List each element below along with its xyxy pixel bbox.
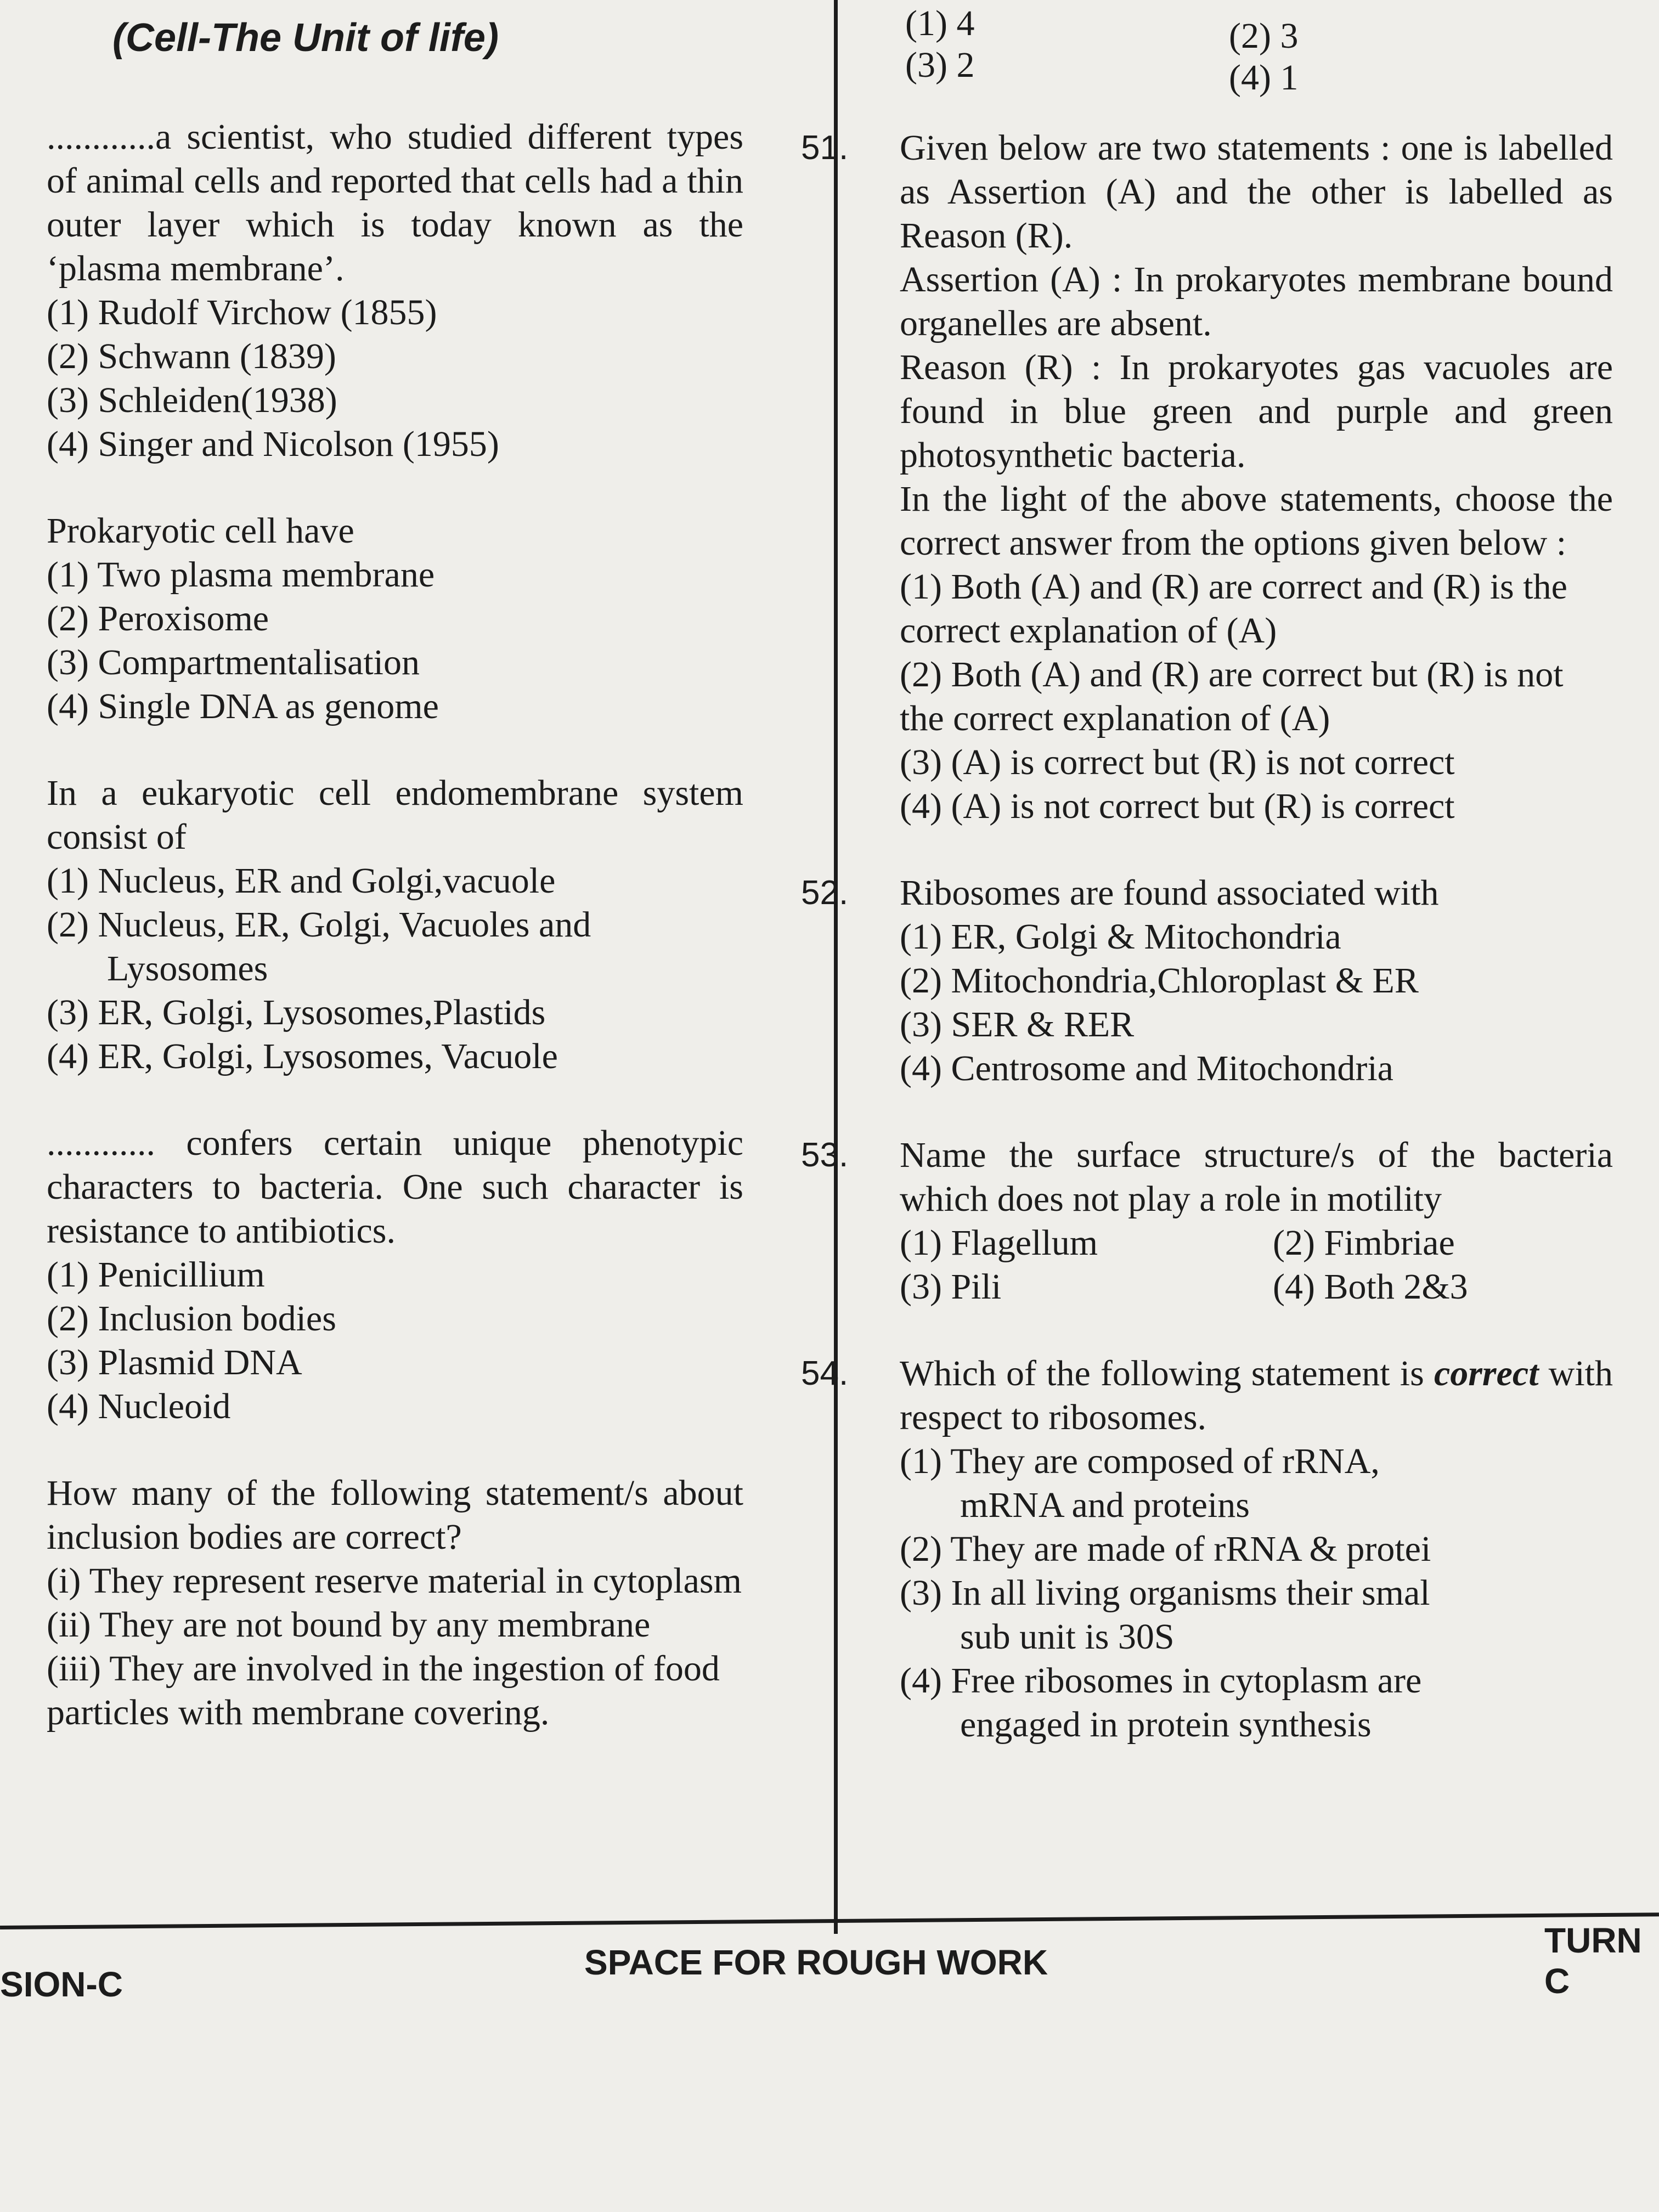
- option: (1) Both (A) and (R) are correct and (R) is the correct explanation of (A): [900, 567, 1567, 651]
- option: (2) 3: [1229, 16, 1299, 56]
- question-53: [801, 1133, 1613, 1309]
- statement: (iii) They are involved in the ingestion of food particles with membrane covering.: [47, 1649, 720, 1733]
- left-column: [47, 115, 743, 1778]
- option: (4) Singer and Nicolson (1955): [47, 424, 499, 464]
- option: (1) They are composed of rRNA,: [900, 1441, 1380, 1481]
- option: (4) (A) is not correct but (R) is correct: [900, 786, 1455, 826]
- option-continuation: engaged in protein synthesis: [960, 1705, 1372, 1745]
- question-stem: In a eukaryotic cell endomembrane system consist of: [47, 773, 743, 857]
- question-inclusion-bodies: [47, 1471, 743, 1735]
- option: (4) Single DNA as genome: [47, 686, 439, 726]
- assertion: Assertion (A) : In prokaryotes membrane bound organelles are absent.: [900, 259, 1613, 343]
- option-continuation: Lysosomes: [107, 949, 268, 989]
- option: (3) Plasmid DNA: [47, 1342, 302, 1383]
- question-endomembrane-system: [47, 771, 743, 1079]
- option: (1) 4: [905, 3, 975, 43]
- question-prokaryotic-cell: [47, 509, 743, 729]
- topic-title: (Cell-The Unit of life): [112, 16, 499, 60]
- question-number: 52.: [801, 874, 849, 912]
- option: (1) Flagellum: [900, 1223, 1098, 1263]
- question-number: 53.: [801, 1136, 849, 1174]
- question-line: Given below are two statements : one is labelled as Assertion (A) and the other is labelled as Reason (R).: [900, 128, 1613, 256]
- question-stem: Name the surface structure/s of the bacteria which does not play a role in motility: [900, 1135, 1613, 1219]
- stem-part: with respect to ribosomes.: [900, 1353, 1613, 1437]
- option-continuation: sub unit is 30S: [960, 1617, 1175, 1657]
- option: (2) Nucleus, ER, Golgi, Vacuoles and: [47, 905, 591, 945]
- question-stem: How many of the following statement/s about inclusion bodies are correct?: [47, 1473, 743, 1557]
- options-grid: [900, 1221, 1613, 1309]
- option: (1) Two plasma membrane: [47, 555, 435, 595]
- statement: (i) They represent reserve material in cytoplasm: [47, 1561, 742, 1601]
- footer-section-label: SION-C: [0, 1965, 123, 2004]
- question-number: 54.: [801, 1355, 849, 1392]
- question-number: 51.: [801, 129, 849, 167]
- option: (3) Schleiden(1938): [47, 380, 337, 420]
- option: (3) SER & RER: [900, 1005, 1135, 1045]
- option: (1) Nucleus, ER and Golgi,vacuole: [47, 861, 556, 901]
- option: (3) (A) is correct but (R) is not correct: [900, 742, 1455, 782]
- option: (4) Free ribosomes in cytoplasm are: [900, 1661, 1422, 1701]
- question-52: [801, 871, 1613, 1091]
- option: (2) Fimbriae: [1273, 1223, 1455, 1263]
- option: (2) Schwann (1839): [47, 336, 336, 376]
- stem-emphasis: correct: [1434, 1353, 1539, 1393]
- option: (4) Nucleoid: [47, 1386, 231, 1426]
- question-stem: Ribosomes are found associated with: [900, 873, 1439, 913]
- option: (3) 2: [905, 45, 975, 85]
- question-stem: ............ confers certain unique phenotypic characters to bacteria. One such character is resistance to antibiotics.: [47, 1123, 743, 1251]
- option: (4) ER, Golgi, Lysosomes, Vacuole: [47, 1036, 558, 1076]
- right-column: [801, 126, 1613, 1790]
- option: (4) Centrosome and Mitochondria: [900, 1048, 1393, 1088]
- statement: (ii) They are not bound by any membrane: [47, 1605, 651, 1645]
- footer-rough-work-label: SPACE FOR ROUGH WORK: [584, 1943, 1048, 1982]
- question-stem: [900, 1352, 1613, 1440]
- question-51: [801, 126, 1613, 828]
- option: (2) Peroxisome: [47, 599, 269, 639]
- question-instruction: In the light of the above statements, choose the correct answer from the options given below :: [900, 479, 1613, 563]
- option: (1) Penicillium: [47, 1255, 265, 1295]
- question-stem: ............a scientist, who studied different types of animal cells and reported that cells had a thin outer layer which is today known as the ‘plasma membrane’.: [47, 117, 743, 289]
- footer-rule: [0, 1912, 1659, 1929]
- prev-question-options-b: [1229, 15, 1298, 99]
- option: (3) ER, Golgi, Lysosomes,Plastids: [47, 992, 546, 1032]
- option: (1) Rudolf Virchow (1855): [47, 292, 437, 332]
- option: (2) They are made of rRNA & protei: [900, 1529, 1431, 1569]
- question-stem: Prokaryotic cell have: [47, 511, 354, 551]
- option: (2) Inclusion bodies: [47, 1299, 336, 1339]
- option: (3) In all living organisms their smal: [900, 1573, 1430, 1613]
- option: (1) ER, Golgi & Mitochondria: [900, 917, 1341, 957]
- question-plasmid: [47, 1121, 743, 1429]
- option-continuation: mRNA and proteins: [960, 1485, 1250, 1525]
- reason: Reason (R) : In prokaryotes gas vacuoles are found in blue green and purple and green photosynthetic bacteria.: [900, 347, 1613, 475]
- option: (2) Mitochondria,Chloroplast & ER: [900, 961, 1419, 1001]
- question-54: [801, 1352, 1613, 1747]
- option: (4) Both 2&3: [1273, 1267, 1468, 1307]
- prev-question-options-a: [905, 3, 974, 86]
- stem-part: Which of the following statement is: [900, 1353, 1424, 1393]
- question-cell-membrane-scientist: [47, 115, 743, 466]
- option: (3) Compartmentalisation: [47, 642, 420, 682]
- option: (3) Pili: [900, 1267, 1002, 1307]
- footer-turn-over-label: TURN C: [1544, 1921, 1642, 2001]
- column-divider: [834, 0, 838, 1934]
- option: (4) 1: [1229, 58, 1299, 98]
- option: (2) Both (A) and (R) are correct but (R) is not the correct explanation of (A): [900, 654, 1564, 738]
